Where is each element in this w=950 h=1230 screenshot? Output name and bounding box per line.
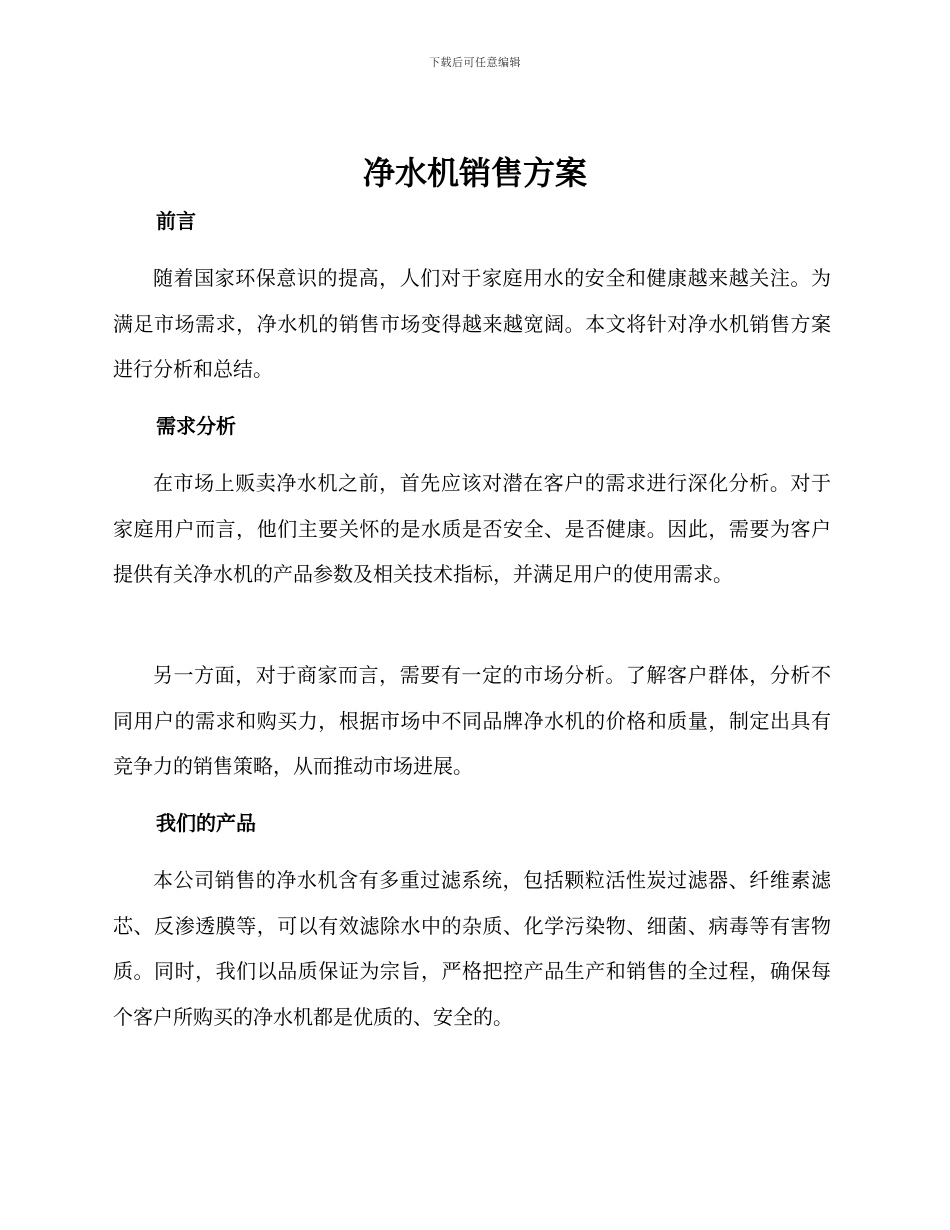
document-title: 净水机销售方案 [362, 154, 587, 192]
products-paragraph: 本公司销售的净水机含有多重过滤系统，包括颗粒活性炭过滤器、纤维素滤芯、反渗透膜等，可以有效滤除水中的杂质、化学污染物、细菌、病毒等有害物质。同时，我们以品质保证为宗旨，严格把控产品生产和销售的全过程，确保每个客户所购买的净水机都是优质的、安全的。 [113, 868, 831, 1029]
section-heading-demand-analysis: 需求分析 [156, 414, 236, 438]
demand-paragraph-household: 在市场上贩卖净水机之前，首先应该对潜在客户的需求进行深化分析。对于家庭用户而言，他们主要关怀的是水质是否安全、是否健康。因此，需要为客户提供有关净水机的产品参数及相关技术指标，并满足用户的使用需求。 [113, 471, 831, 586]
section-heading-our-products: 我们的产品 [156, 811, 256, 835]
section-heading-preface: 前言 [156, 209, 196, 233]
page-header-note: 下载后可任意编辑 [429, 56, 521, 69]
preface-paragraph: 随着国家环保意识的提高，人们对于家庭用水的安全和健康越来越关注。为满足市场需求，净水机的销售市场变得越来越宽阔。本文将针对净水机销售方案进行分析和总结。 [113, 266, 831, 381]
demand-paragraph-merchant: 另一方面，对于商家而言，需要有一定的市场分析。了解客户群体，分析不同用户的需求和购买力，根据市场中不同品牌净水机的价格和质量，制定出具有竞争力的销售策略，从而推动市场进展。 [113, 663, 831, 778]
